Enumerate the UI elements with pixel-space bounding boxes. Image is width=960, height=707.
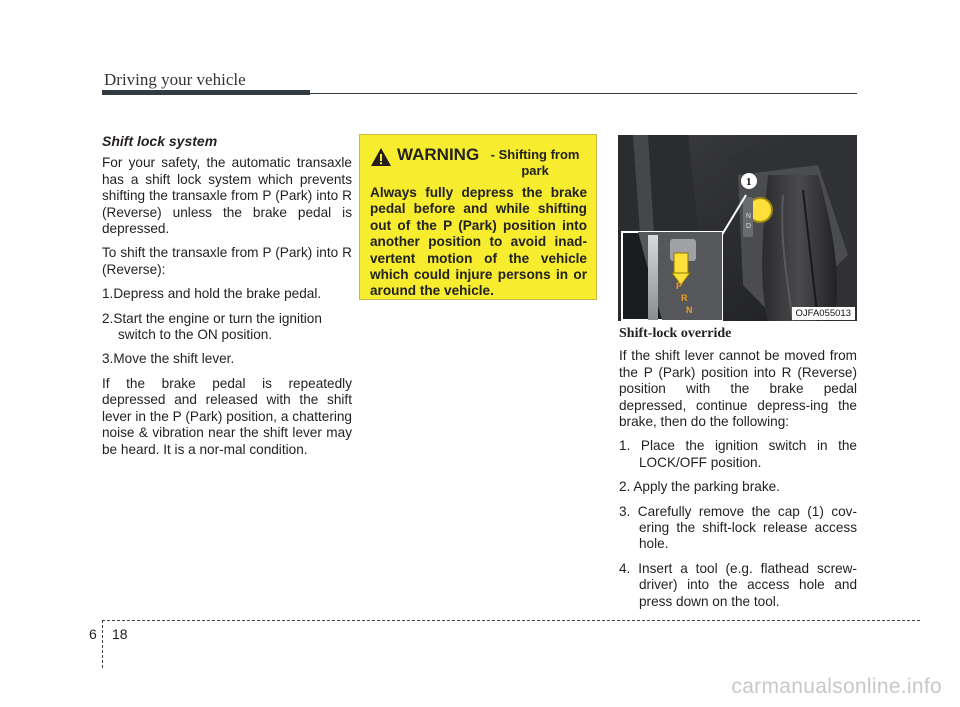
callout-number: 1 xyxy=(746,176,752,188)
header-rule-thick xyxy=(102,90,310,95)
paragraph: If the shift lever cannot be moved from the P (Park) position into R (Reverse) position with the brake pedal depressed, continue depress-ing the brake, then do the following: xyxy=(619,348,857,430)
footer-rule xyxy=(102,620,920,621)
shift-lever-photo xyxy=(618,135,857,321)
gear-letter: R xyxy=(681,293,688,303)
list-item: 3.Move the shift lever. xyxy=(102,351,235,367)
paragraph: If the brake pedal is repeatedly depressed and released with the shift lever in the P (Park) position, a chattering noise & vibration near the shift lever may be heard. It is a nor-mal condition. xyxy=(102,375,352,457)
gear-letter: N xyxy=(686,305,693,315)
shift-lever-illustration xyxy=(618,135,857,321)
page-number: 18 xyxy=(112,626,128,642)
list-item: 4. Insert a tool (e.g. flathead screw-driver) into the access hole and press down on the tool. xyxy=(619,560,857,609)
right-column xyxy=(619,326,857,618)
list-item: 1. Place the ignition switch in the LOCK/OFF position. xyxy=(619,438,857,470)
list-item: 3. Carefully remove the cap (1) cov-ering the shift-lock release access hole. xyxy=(619,503,857,552)
warning-body: Always fully depress the brake pedal before and while shifting out of the P (Park) position into another position to avoid inad-vertent motion of the vehicle which could injure persons in or around the vehicle. xyxy=(370,185,587,299)
paragraph: To shift the transaxle from P (Park) into R (Reverse): xyxy=(102,245,352,277)
section-heading-shift-lock: Shift lock system xyxy=(102,133,218,149)
list-item: 2.Start the engine or turn the ignition switch to the ON position. xyxy=(102,310,322,343)
footer-vertical-rule xyxy=(102,620,103,668)
watermark: carmanualsonline.info xyxy=(731,675,942,698)
gear-letter: N xyxy=(746,213,752,220)
warning-subtitle: - Shifting from park xyxy=(490,147,580,178)
warning-word: WARNING xyxy=(397,145,480,164)
figure-code: OJFA055013 xyxy=(792,307,855,320)
header-rule-thin xyxy=(310,93,857,94)
chapter-number: 6 xyxy=(89,626,97,642)
warning-header xyxy=(370,145,587,179)
warning-triangle-icon xyxy=(370,147,392,167)
gear-letter: D xyxy=(746,223,752,230)
left-column xyxy=(102,133,352,466)
list-item: 2. Apply the parking brake. xyxy=(619,479,780,495)
section-heading-shift-lock-override: Shift-lock override xyxy=(619,326,732,341)
paragraph: For your safety, the automatic transaxle has a shift lock system which prevents shifting the transaxle from P (Park) into R (Reverse) unless the brake pedal is depressed. xyxy=(102,155,352,237)
gear-letter: P xyxy=(676,281,683,291)
warning-box xyxy=(359,134,597,300)
list-item: 1.Depress and hold the brake pedal. xyxy=(102,286,322,302)
page-header-title: Driving your vehicle xyxy=(104,70,246,89)
